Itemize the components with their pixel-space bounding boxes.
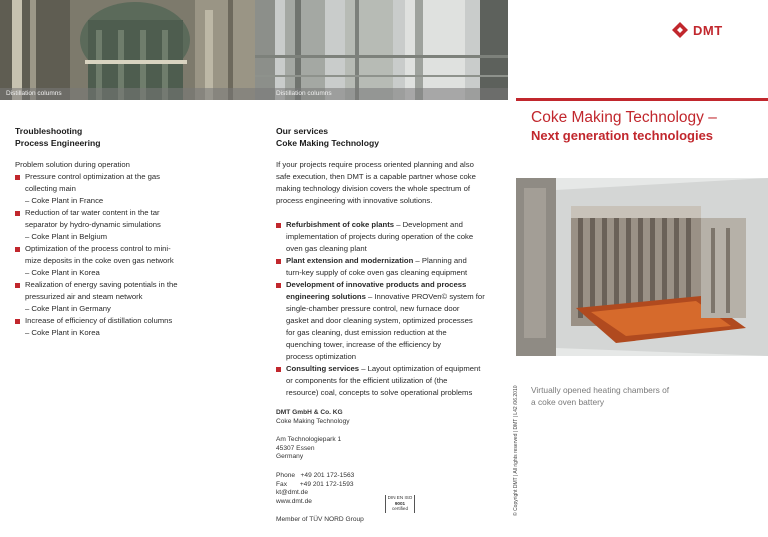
photo-caption: Distillation columns (0, 88, 255, 100)
dmt-diamond-icon (671, 21, 689, 39)
line: or components for the efficient utilization of (the (286, 376, 448, 385)
division-name: Coke Making Technology (276, 417, 350, 425)
dmt-logo (671, 21, 723, 39)
cert-line: 9001 (394, 500, 406, 506)
email-link[interactable]: kt@dmt.de (276, 489, 308, 497)
street: Am Technologiepark 1 (276, 436, 342, 444)
line: quenching tower, increase of the efficiency by (286, 340, 441, 349)
bullet-icon (15, 175, 20, 180)
logo-text: DMT (693, 22, 723, 38)
phone: Phone +49 201 172-1563 (276, 471, 355, 479)
line: If your projects require process oriented planning and also (276, 160, 474, 169)
bullet-icon (15, 247, 20, 252)
bullet-icon (276, 367, 281, 372)
company-name: DMT GmbH & Co. KG (276, 409, 343, 416)
service-name: Refurbishment of coke plants (286, 220, 395, 229)
list-item (276, 255, 501, 279)
distillation-columns-illustration (255, 0, 508, 100)
service-name: engineering solutions (286, 292, 366, 301)
line: – Layout optimization of equipment (359, 364, 481, 373)
title-rule (516, 98, 768, 101)
line: safe execution, then DMT is a capable partner whose coke (276, 172, 476, 181)
line: collecting main (25, 184, 76, 193)
bullet-icon (276, 283, 281, 288)
services-list (276, 219, 501, 399)
list-item (15, 171, 245, 207)
intro-text: Problem solution during operation (15, 160, 130, 169)
page-title (531, 108, 761, 144)
bullet-icon (15, 319, 20, 324)
line: – Innovative PROVen© system for (365, 292, 485, 301)
line: process optimization (286, 352, 357, 361)
line: – Coke Plant in Germany (25, 304, 111, 313)
website-link[interactable]: www.dmt.de (276, 497, 312, 505)
list-item (15, 279, 245, 315)
line: – Coke Plant in France (25, 196, 104, 205)
country: Germany (276, 453, 304, 461)
line: resource) coal, concepts to solve operational problems (286, 388, 473, 397)
caption-line: Virtually opened heating chambers of (531, 385, 670, 395)
intro-paragraph (276, 159, 501, 207)
line: Pressure control optimization at the gas (25, 172, 161, 181)
line: oven gas cleaning plant (286, 244, 367, 253)
line: single-chamber pressure control, new furnace door (286, 304, 460, 313)
distillation-columns-photo-left (0, 0, 255, 100)
copyright-note: © Copyright DMT | All rights reserved | DMT | L42 /06.2010 (513, 385, 519, 516)
list-item (276, 279, 501, 363)
line: Realization of energy saving potentials in the (25, 280, 178, 289)
section-subheading: Process Engineering (15, 138, 101, 148)
distillation-columns-photo-right (255, 0, 508, 100)
line: mize deposits in the coke oven gas network (25, 256, 174, 265)
title-line: Next generation technologies (531, 128, 714, 143)
line: process engineering with innovative solutions. (276, 196, 433, 205)
list-item (15, 315, 245, 339)
line: pressurized air and steam network (25, 292, 143, 301)
distillation-columns-illustration (0, 0, 255, 100)
line: Optimization of the process control to mini- (25, 244, 171, 253)
line: – Coke Plant in Korea (25, 268, 100, 277)
heating-chamber-illustration (516, 178, 768, 356)
list-item (15, 243, 245, 279)
services-column (276, 125, 501, 399)
line: – Development and (394, 220, 463, 229)
cert-line: certified (391, 506, 409, 512)
bullet-icon (276, 223, 281, 228)
iso-certification-badge (385, 495, 415, 513)
line: – Coke Plant in Belgium (25, 232, 108, 241)
bullet-icon (15, 211, 20, 216)
list-item (276, 363, 501, 399)
troubleshooting-list (15, 171, 245, 339)
caption-line: a coke oven battery (531, 397, 605, 407)
coke-oven-chamber-image (516, 178, 768, 356)
line: implementation of projects during operation of the coke (286, 232, 474, 241)
section-heading: Our services (276, 126, 329, 136)
list-item (276, 219, 501, 255)
line: gasket and door cleaning system, optimized processes (286, 316, 473, 325)
service-name: Development of innovative products and process (286, 280, 467, 289)
bullet-icon (276, 259, 281, 264)
line: Increase of efficiency of distillation columns (25, 316, 173, 325)
service-name: Plant extension and modernization (286, 256, 414, 265)
member-note: Member of TÜV NORD Group (276, 516, 364, 524)
line: Reduction of tar water content in the tar (25, 208, 160, 217)
fax: Fax +49 201 172-1593 (276, 480, 354, 488)
list-item (15, 207, 245, 243)
troubleshooting-column (15, 125, 245, 339)
photo-caption: Distillation columns (255, 88, 508, 100)
service-name: Consulting services (286, 364, 360, 373)
line: separator by hydro-dynamic simulations (25, 220, 161, 229)
image-caption (531, 384, 731, 408)
title-line: Coke Making Technology – (531, 109, 717, 126)
line: – Planning and (413, 256, 467, 265)
section-heading: Troubleshooting (15, 126, 83, 136)
line: turn-key supply of coke oven gas cleaning equipment (286, 268, 468, 277)
line: making technology division covers the whole spectrum of (276, 184, 470, 193)
line: – Coke Plant in Korea (25, 328, 100, 337)
section-subheading: Coke Making Technology (276, 138, 379, 148)
city: 45307 Essen (276, 444, 315, 452)
bullet-icon (15, 283, 20, 288)
line: for gas cleaning, dust emission reduction at the (286, 328, 447, 337)
cert-line: DIN EN ISO (387, 495, 413, 500)
